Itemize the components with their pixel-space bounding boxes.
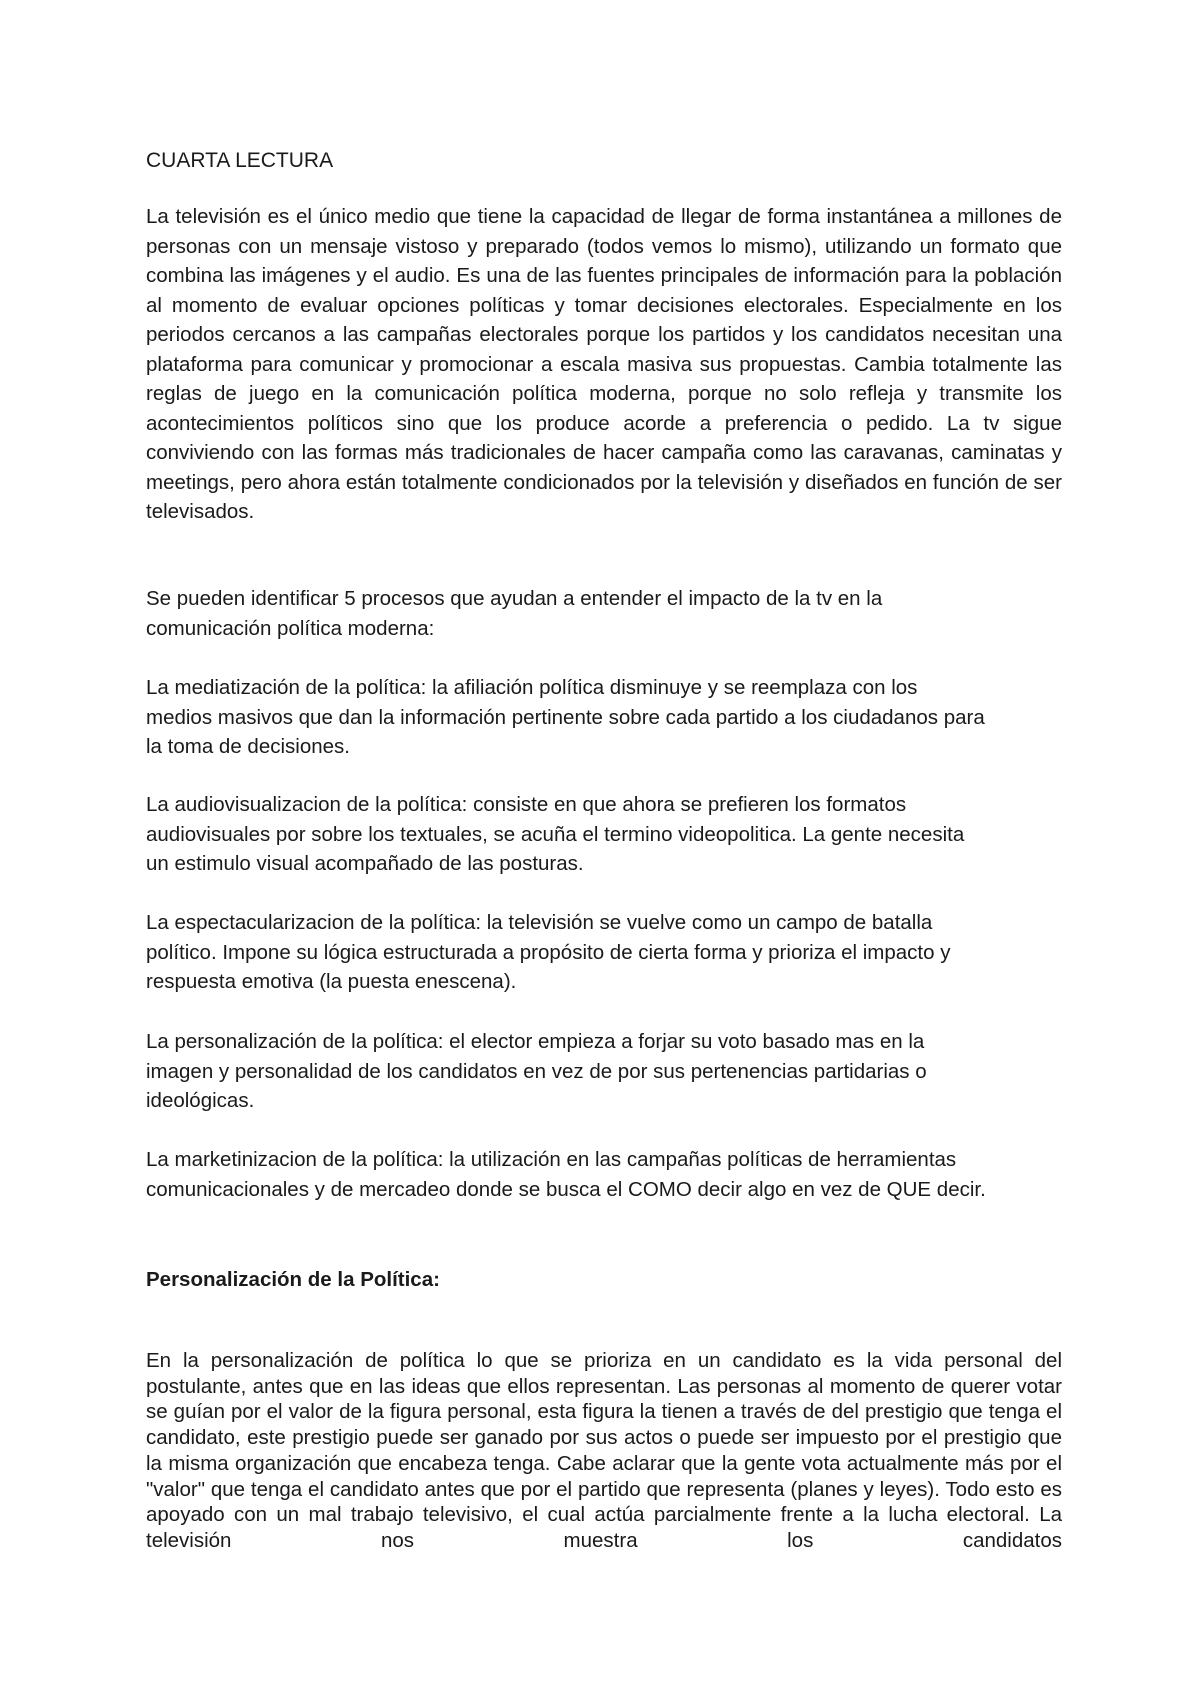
process-line: audiovisuales por sobre los textuales, se acuña el termino videopolitica. La gente necesita — [146, 822, 965, 846]
process-line: La marketinizacion de la política: la utilización en las campañas políticas de herramientas — [146, 1148, 957, 1171]
document-heading: CUARTA LECTURA — [146, 149, 334, 172]
process-line: La mediatización de la política: la afiliación política disminuye y se reemplaza con los — [146, 676, 918, 699]
processes-intro-paragraph — [146, 584, 1062, 643]
process-line: La audiovisualizacion de la política: consiste en que ahora se prefieren los formatos — [146, 793, 907, 816]
process-line: político. Impone su lógica estructurada a propósito de cierta forma y prioriza el impacto y — [146, 940, 951, 964]
process-line: la toma de decisiones. — [146, 735, 350, 758]
process-line: imagen y personalidad de los candidatos en vez de por sus pertenencias partidarias o — [146, 1059, 927, 1083]
process-line: La personalización de la política: el elector empieza a forjar su voto basado mas en la — [146, 1030, 925, 1053]
process-line: respuesta emotiva (la puesta enescena). — [146, 970, 517, 993]
process-item-espectacularizacion — [146, 908, 1062, 997]
intro-paragraph: La televisión es el único medio que tiene la capacidad de llegar de forma instantánea a millones de personas con un mensaje vistoso y preparado (todos vemos lo mismo), utilizando un formato que combina las imágenes y el audio. Es una de las fuentes principales de información para la población al momento de evaluar opciones políticas y tomar decisiones electorales. Especialmente en los periodos cercanos a las campañas electorales porque los partidos y los candidatos necesitan una plataforma para comunicar y promocionar a escala masiva sus propuestas. Cambia totalmente las reglas de juego en la comunicación política moderna, porque no solo refleja y transmite los acontecimientos políticos sino que los produce acorde a preferencia o pedido. La tv sigue conviviendo con las formas más tradicionales de hacer campaña como las caravanas, caminatas y meetings, pero ahora están totalmente condicionados por la televisión y diseñados en función de ser televisados. — [146, 205, 1062, 523]
process-item-marketinizacion — [146, 1145, 1062, 1204]
process-item-personalizacion — [146, 1027, 1062, 1116]
process-line: ideológicas. — [146, 1089, 255, 1112]
process-line: medios masivos que dan la información pertinente sobre cada partido a los ciudadanos para — [146, 705, 985, 729]
process-item-mediatizacion — [146, 673, 1062, 762]
process-item-audiovisualizacion — [146, 790, 1062, 879]
section-body-paragraph: En la personalización de política lo que se prioriza en un candidato es la vida personal del postulante, antes que en las ideas que ellos representan. Las personas al momento de querer votar se guían por el valor de la figura personal, esta figura la tienen a través de del prestigio que tenga el candidato, este prestigio puede ser ganado por sus actos o puede ser impuesto por el prestigio que la misma organización que encabeza tenga. Cabe aclarar que la gente vota actualmente más por el "valor" que tenga el candidato antes que por el partido que representa (planes y leyes). Todo esto es apoyado con un mal trabajo televisivo, el cual actúa parcialmente frente a la lucha electoral. La televisión nos muestra los candidatos — [146, 1349, 1062, 1552]
process-line: La espectacularizacion de la política: la televisión se vuelve como un campo de batalla — [146, 911, 933, 934]
process-line: comunicacionales y de mercadeo donde se busca el COMO decir algo en vez de QUE decir. — [146, 1177, 986, 1201]
processes-intro-line: Se pueden identificar 5 procesos que ayudan a entender el impacto de la tv en la — [146, 587, 883, 610]
processes-intro-line: comunicación política moderna: — [146, 616, 435, 640]
section-title: Personalización de la Política: — [146, 1268, 440, 1291]
process-line: un estimulo visual acompañado de las posturas. — [146, 852, 584, 875]
